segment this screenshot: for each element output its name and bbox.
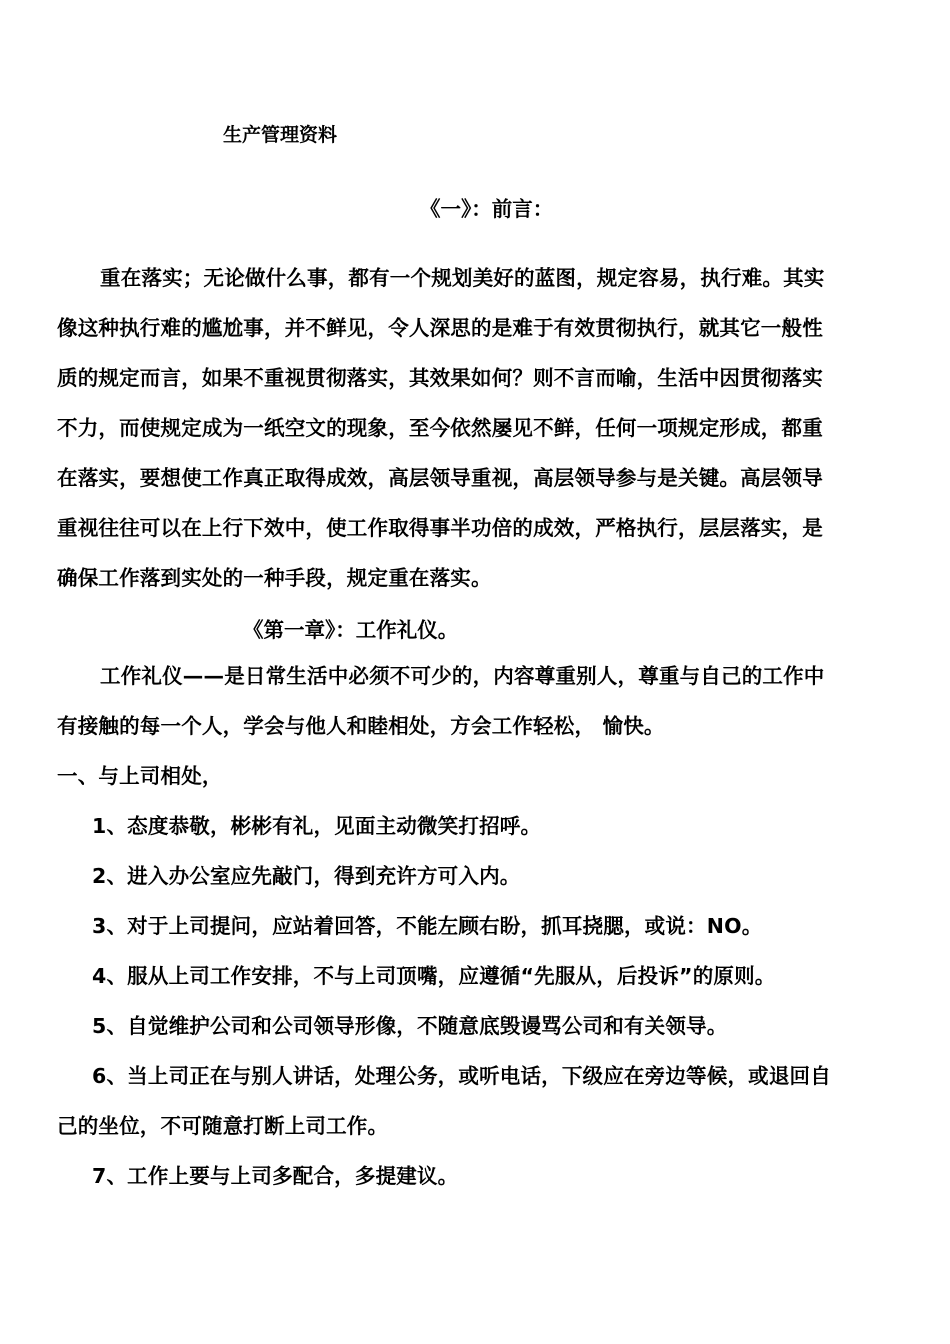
preface-line-2: 像这种执行难的尴尬事，并不鲜见，令人深思的是难于有效贯彻执行，就其它一般性 <box>57 316 823 340</box>
chapter-heading: 《第一章》：工作礼仪。 <box>243 618 459 642</box>
list-item-4: 4、服从上司工作安排，不与上司顶嘴，应遵循“先服从，后投诉”的原则。 <box>92 964 776 988</box>
subsection-heading: 一、与上司相处， <box>57 764 223 788</box>
list-item-6-line-1: 6、当上司正在与别人讲话，处理公务，或听电话，下级应在旁边等候，或退回自 <box>92 1064 831 1088</box>
chapter-intro-line-2: 有接触的每一个人，学会与他人和睦相处，方会工作轻松， 愉快。 <box>57 714 665 738</box>
preface-line-7: 确保工作落到实处的一种手段，规定重在落实。 <box>57 566 492 590</box>
list-item-7: 7、工作上要与上司多配合，多提建议。 <box>92 1164 459 1188</box>
list-item-6-line-2: 己的坐位，不可随意打断上司工作。 <box>57 1114 389 1138</box>
list-item-5: 5、自觉维护公司和公司领导形像，不随意底毁谩骂公司和有关领导。 <box>92 1014 728 1038</box>
preface-line-5: 在落实，要想使工作真正取得成效，高层领导重视，高层领导参与是关键。高层领导 <box>57 466 823 490</box>
list-item-3: 3、对于上司提问，应站着回答，不能左顾右盼，抓耳挠腮，或说：NO。 <box>92 914 763 938</box>
document-title: 生产管理资料 <box>223 124 338 146</box>
preface-line-6: 重视往往可以在上行下效中，使工作取得事半功倍的成效，严格执行，层层落实，是 <box>57 516 823 540</box>
preface-line-4: 不力，而使规定成为一纸空文的现象，至今依然屡见不鲜，任何一项规定形成，都重 <box>57 416 823 440</box>
preface-line-3: 质的规定而言，如果不重视贯彻落实，其效果如何？则不言而喻，生活中因贯彻落实 <box>57 366 823 390</box>
preface-heading: 《一》：前言： <box>420 197 554 221</box>
list-item-2: 2、进入办公室应先敲门，得到充许方可入内。 <box>92 864 521 888</box>
chapter-intro-line-1: 工作礼仪——是日常生活中必须不可少的，内容尊重别人，尊重与自己的工作中 <box>100 664 825 688</box>
preface-line-1: 重在落实；无论做什么事，都有一个规划美好的蓝图，规定容易，执行难。其实 <box>100 266 825 290</box>
list-item-1: 1、态度恭敬，彬彬有礼，见面主动微笑打招呼。 <box>92 814 542 838</box>
